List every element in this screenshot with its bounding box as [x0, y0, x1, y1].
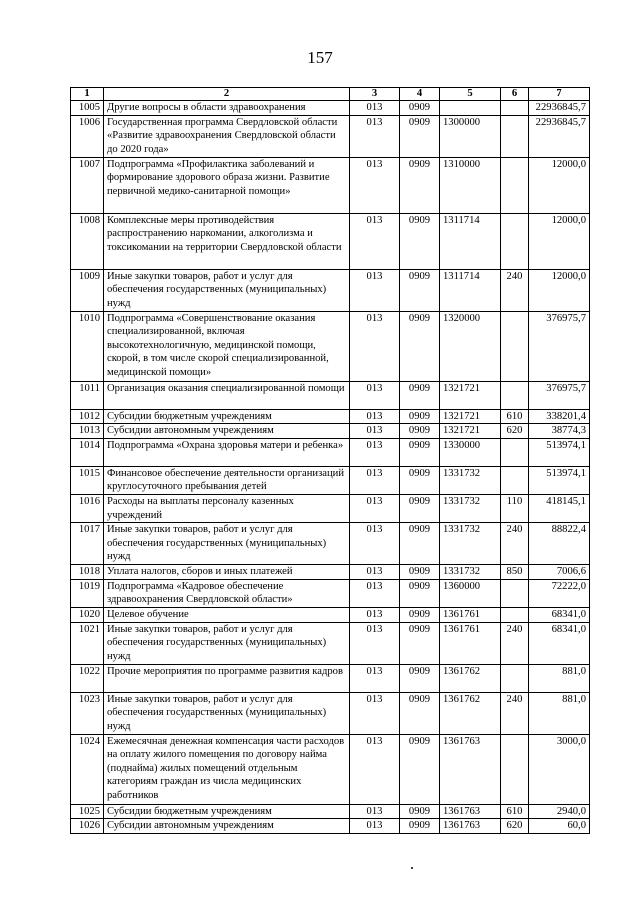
table-row: [71, 213, 590, 269]
section-code-cell: 0909: [400, 692, 440, 734]
section-code-cell: 0909: [400, 579, 440, 607]
expense-type-cell: 110: [501, 494, 529, 522]
row-name-cell: Иные закупки товаров, работ и услуг для обеспечения государственных (муниципальных) нужд: [104, 269, 350, 311]
table-row: [71, 381, 590, 409]
amount-cell: 88822,4: [529, 523, 590, 565]
target-code-cell: 1331732: [440, 523, 501, 565]
target-code-cell: 1361762: [440, 692, 501, 734]
row-number-cell: 1005: [71, 101, 104, 116]
target-code-cell: 1311714: [440, 213, 501, 269]
amount-cell: 2940,0: [529, 804, 590, 819]
row-name-cell: Подпрограмма «Профилактика заболеваний и формирование здорового образа жизни. Развитие первичной медико-санитарной помощи»: [104, 157, 350, 213]
admin-code-cell: 013: [350, 269, 400, 311]
table-row: [71, 804, 590, 819]
row-number-cell: 1021: [71, 622, 104, 664]
expense-type-cell: [501, 438, 529, 466]
row-name-cell: Ежемесячная денежная компенсация части расходов на оплату жилого помещения по договору найма (поднайма) жилых помещений отдельным категориям граждан из числа медицинских работников: [104, 734, 350, 804]
expense-type-cell: 240: [501, 692, 529, 734]
expense-type-cell: [501, 213, 529, 269]
row-number-cell: 1019: [71, 579, 104, 607]
row-number-cell: 1026: [71, 819, 104, 834]
target-code-cell: 1320000: [440, 311, 501, 381]
header-row: [71, 88, 590, 101]
table-row: [71, 101, 590, 116]
amount-cell: 38774,3: [529, 424, 590, 439]
target-code-cell: 1360000: [440, 579, 501, 607]
section-code-cell: 0909: [400, 622, 440, 664]
amount-cell: 881,0: [529, 692, 590, 734]
row-number-cell: 1014: [71, 438, 104, 466]
admin-code-cell: 013: [350, 622, 400, 664]
admin-code-cell: 013: [350, 101, 400, 116]
row-number-cell: 1009: [71, 269, 104, 311]
admin-code-cell: 013: [350, 523, 400, 565]
expense-type-cell: [501, 466, 529, 494]
admin-code-cell: 013: [350, 804, 400, 819]
row-number-cell: 1011: [71, 381, 104, 409]
section-code-cell: 0909: [400, 381, 440, 409]
admin-code-cell: 013: [350, 438, 400, 466]
section-code-cell: 0909: [400, 664, 440, 692]
column-header: 1: [71, 88, 104, 101]
section-code-cell: 0909: [400, 269, 440, 311]
section-code-cell: 0909: [400, 804, 440, 819]
row-name-cell: Целевое обучение: [104, 607, 350, 622]
row-number-cell: 1006: [71, 115, 104, 157]
section-code-cell: 0909: [400, 213, 440, 269]
section-code-cell: 0909: [400, 157, 440, 213]
row-name-cell: Субсидии автономным учреждениям: [104, 424, 350, 439]
amount-cell: 376975,7: [529, 311, 590, 381]
admin-code-cell: 013: [350, 664, 400, 692]
amount-cell: 12000,0: [529, 157, 590, 213]
table-row: [71, 734, 590, 804]
expense-type-cell: [501, 101, 529, 116]
stray-dot: [411, 867, 413, 869]
row-name-cell: Субсидии автономным учреждениям: [104, 819, 350, 834]
row-number-cell: 1024: [71, 734, 104, 804]
amount-cell: 72222,0: [529, 579, 590, 607]
amount-cell: 418145,1: [529, 494, 590, 522]
column-header: 6: [501, 88, 529, 101]
amount-cell: 60,0: [529, 819, 590, 834]
target-code-cell: 1331732: [440, 565, 501, 580]
admin-code-cell: 013: [350, 466, 400, 494]
expense-type-cell: [501, 381, 529, 409]
row-number-cell: 1025: [71, 804, 104, 819]
section-code-cell: 0909: [400, 523, 440, 565]
section-code-cell: 0909: [400, 494, 440, 522]
page-number: 157: [307, 48, 333, 67]
target-code-cell: 1300000: [440, 115, 501, 157]
target-code-cell: 1361763: [440, 734, 501, 804]
table-row: [71, 523, 590, 565]
target-code-cell: 1361761: [440, 607, 501, 622]
target-code-cell: 1321721: [440, 424, 501, 439]
amount-cell: 513974,1: [529, 466, 590, 494]
table-row: [71, 692, 590, 734]
row-name-cell: Подпрограмма «Кадровое обеспечение здравоохранения Свердловской области»: [104, 579, 350, 607]
table-row: [71, 269, 590, 311]
amount-cell: 12000,0: [529, 269, 590, 311]
table-row: [71, 607, 590, 622]
row-name-cell: Уплата налогов, сборов и иных платежей: [104, 565, 350, 580]
expense-type-cell: 240: [501, 622, 529, 664]
section-code-cell: 0909: [400, 409, 440, 424]
admin-code-cell: 013: [350, 607, 400, 622]
row-name-cell: Организация оказания специализированной помощи: [104, 381, 350, 409]
amount-cell: 68341,0: [529, 607, 590, 622]
row-name-cell: Финансовое обеспечение деятельности организаций круглосуточного пребывания детей: [104, 466, 350, 494]
table-row: [71, 579, 590, 607]
table-row: [71, 494, 590, 522]
admin-code-cell: 013: [350, 424, 400, 439]
expense-type-cell: 610: [501, 804, 529, 819]
table-row: [71, 311, 590, 381]
admin-code-cell: 013: [350, 311, 400, 381]
target-code-cell: 1361763: [440, 819, 501, 834]
row-name-cell: Субсидии бюджетным учреждениям: [104, 804, 350, 819]
section-code-cell: 0909: [400, 438, 440, 466]
row-number-cell: 1020: [71, 607, 104, 622]
section-code-cell: 0909: [400, 311, 440, 381]
expense-type-cell: [501, 115, 529, 157]
row-name-cell: Расходы на выплаты персоналу казенных учреждений: [104, 494, 350, 522]
admin-code-cell: 013: [350, 819, 400, 834]
admin-code-cell: 013: [350, 409, 400, 424]
amount-cell: 513974,1: [529, 438, 590, 466]
expense-type-cell: 610: [501, 409, 529, 424]
admin-code-cell: 013: [350, 115, 400, 157]
admin-code-cell: 013: [350, 692, 400, 734]
row-number-cell: 1016: [71, 494, 104, 522]
amount-cell: 12000,0: [529, 213, 590, 269]
row-number-cell: 1008: [71, 213, 104, 269]
target-code-cell: 1310000: [440, 157, 501, 213]
row-name-cell: Подпрограмма «Совершенствование оказания специализированной, включая высокотехнологичную, медицинской помощи, скорой, в том числе скорой специализированной, медицинской помощи»: [104, 311, 350, 381]
admin-code-cell: 013: [350, 213, 400, 269]
table-row: [71, 819, 590, 834]
table-row: [71, 115, 590, 157]
section-code-cell: 0909: [400, 101, 440, 116]
target-code-cell: 1331732: [440, 494, 501, 522]
row-name-cell: Подпрограмма «Охрана здоровья матери и ребенка»: [104, 438, 350, 466]
section-code-cell: 0909: [400, 115, 440, 157]
section-code-cell: 0909: [400, 565, 440, 580]
row-number-cell: 1012: [71, 409, 104, 424]
table-row: [71, 565, 590, 580]
row-number-cell: 1017: [71, 523, 104, 565]
expense-type-cell: 850: [501, 565, 529, 580]
admin-code-cell: 013: [350, 381, 400, 409]
amount-cell: 376975,7: [529, 381, 590, 409]
target-code-cell: 1331732: [440, 466, 501, 494]
column-header: 5: [440, 88, 501, 101]
section-code-cell: 0909: [400, 819, 440, 834]
admin-code-cell: 013: [350, 157, 400, 213]
table-row: [71, 664, 590, 692]
row-number-cell: 1018: [71, 565, 104, 580]
row-number-cell: 1013: [71, 424, 104, 439]
target-code-cell: 1361761: [440, 622, 501, 664]
admin-code-cell: 013: [350, 494, 400, 522]
section-code-cell: 0909: [400, 466, 440, 494]
amount-cell: 68341,0: [529, 622, 590, 664]
section-code-cell: 0909: [400, 424, 440, 439]
row-name-cell: Иные закупки товаров, работ и услуг для обеспечения государственных (муниципальных) нужд: [104, 622, 350, 664]
admin-code-cell: 013: [350, 579, 400, 607]
target-code-cell: 1321721: [440, 381, 501, 409]
row-name-cell: Иные закупки товаров, работ и услуг для обеспечения государственных (муниципальных) нужд: [104, 523, 350, 565]
row-number-cell: 1007: [71, 157, 104, 213]
expense-type-cell: 620: [501, 819, 529, 834]
expense-type-cell: [501, 664, 529, 692]
expense-type-cell: [501, 607, 529, 622]
amount-cell: 881,0: [529, 664, 590, 692]
amount-cell: 22936845,7: [529, 115, 590, 157]
row-number-cell: 1022: [71, 664, 104, 692]
row-number-cell: 1015: [71, 466, 104, 494]
admin-code-cell: 013: [350, 734, 400, 804]
row-name-cell: Субсидии бюджетным учреждениям: [104, 409, 350, 424]
row-name-cell: Другие вопросы в области здравоохранения: [104, 101, 350, 116]
budget-table: [70, 87, 590, 834]
row-name-cell: Государственная программа Свердловской области «Развитие здравоохранения Свердловской области до 2020 года»: [104, 115, 350, 157]
expense-type-cell: [501, 734, 529, 804]
amount-cell: 22936845,7: [529, 101, 590, 116]
expense-type-cell: 240: [501, 269, 529, 311]
amount-cell: 3000,0: [529, 734, 590, 804]
expense-type-cell: [501, 157, 529, 213]
column-header: 7: [529, 88, 590, 101]
target-code-cell: 1311714: [440, 269, 501, 311]
target-code-cell: 1330000: [440, 438, 501, 466]
column-header: 4: [400, 88, 440, 101]
row-number-cell: 1023: [71, 692, 104, 734]
row-name-cell: Иные закупки товаров, работ и услуг для обеспечения государственных (муниципальных) нужд: [104, 692, 350, 734]
column-header: 3: [350, 88, 400, 101]
expense-type-cell: [501, 311, 529, 381]
target-code-cell: 1321721: [440, 409, 501, 424]
table-row: [71, 157, 590, 213]
target-code-cell: 1361762: [440, 664, 501, 692]
table-row: [71, 438, 590, 466]
row-number-cell: 1010: [71, 311, 104, 381]
expense-type-cell: [501, 579, 529, 607]
table-row: [71, 466, 590, 494]
table-row: [71, 622, 590, 664]
table-row: [71, 409, 590, 424]
amount-cell: 338201,4: [529, 409, 590, 424]
admin-code-cell: 013: [350, 565, 400, 580]
row-name-cell: Комплексные меры противодействия распространению наркомании, алкоголизма и токсикомании на территории Свердловской области: [104, 213, 350, 269]
expense-type-cell: 240: [501, 523, 529, 565]
target-code-cell: [440, 101, 501, 116]
table-row: [71, 424, 590, 439]
row-name-cell: Прочие мероприятия по программе развития кадров: [104, 664, 350, 692]
expense-type-cell: 620: [501, 424, 529, 439]
section-code-cell: 0909: [400, 734, 440, 804]
section-code-cell: 0909: [400, 607, 440, 622]
target-code-cell: 1361763: [440, 804, 501, 819]
column-header: 2: [104, 88, 350, 101]
amount-cell: 7006,6: [529, 565, 590, 580]
